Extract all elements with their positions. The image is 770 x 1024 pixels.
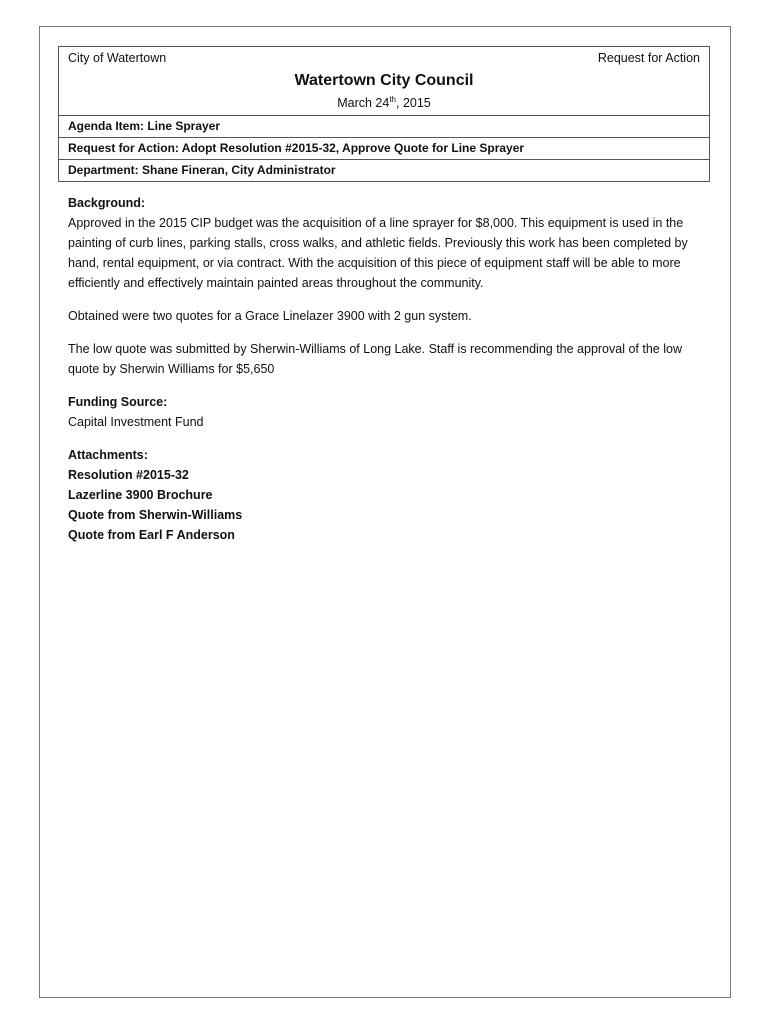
attachment-item: Quote from Sherwin-Williams [68,508,243,522]
date-prefix: March 24 [337,96,390,111]
agenda-item-row: Agenda Item: Line Sprayer [59,115,709,137]
request-row: Request for Action: Adopt Resolution #2015-32, Approve Quote for Line Sprayer [59,137,709,159]
attachment-item: Lazerline 3900 Brochure [68,488,213,502]
funding-text: Capital Investment Fund [68,415,204,429]
meeting-date [59,95,709,110]
background-paragraph: Approved in the 2015 CIP budget was the acquisition of a line sprayer for $8,000. This equipment is used in the painting of curb lines, parking stalls, cross walks, and athletic fields. Previously this work has been completed by hand, rental equipment, or via contract. With the acquisition of this piece of equipment staff will be able to more efficiently and effectively maintain painted areas throughout the community. [68,216,688,290]
quotes-paragraph: Obtained were two quotes for a Grace Linelazer 3900 with 2 gun system. [68,309,472,323]
document-title: Watertown City Council [294,72,474,89]
department-row: Department: Shane Fineran, City Administrator [59,159,709,181]
body-content [68,193,708,545]
background-heading: Background: [68,196,146,210]
city-label: City of Watertown [68,51,167,65]
attachments-heading: Attachments: [68,448,148,462]
funding-heading: Funding Source: [68,395,168,409]
header-box [58,46,710,182]
date-suffix: , 2015 [396,96,431,111]
request-for-action-label: Request for Action [597,51,700,65]
attachment-item: Resolution #2015-32 [68,468,189,482]
date-ordinal: th [389,95,396,104]
attachment-item: Quote from Earl F Anderson [68,528,235,542]
low-quote-paragraph: The low quote was submitted by Sherwin-Williams of Long Lake. Staff is recommending the approval of the low quote by Sherwin Williams for $5,650 [68,342,682,376]
